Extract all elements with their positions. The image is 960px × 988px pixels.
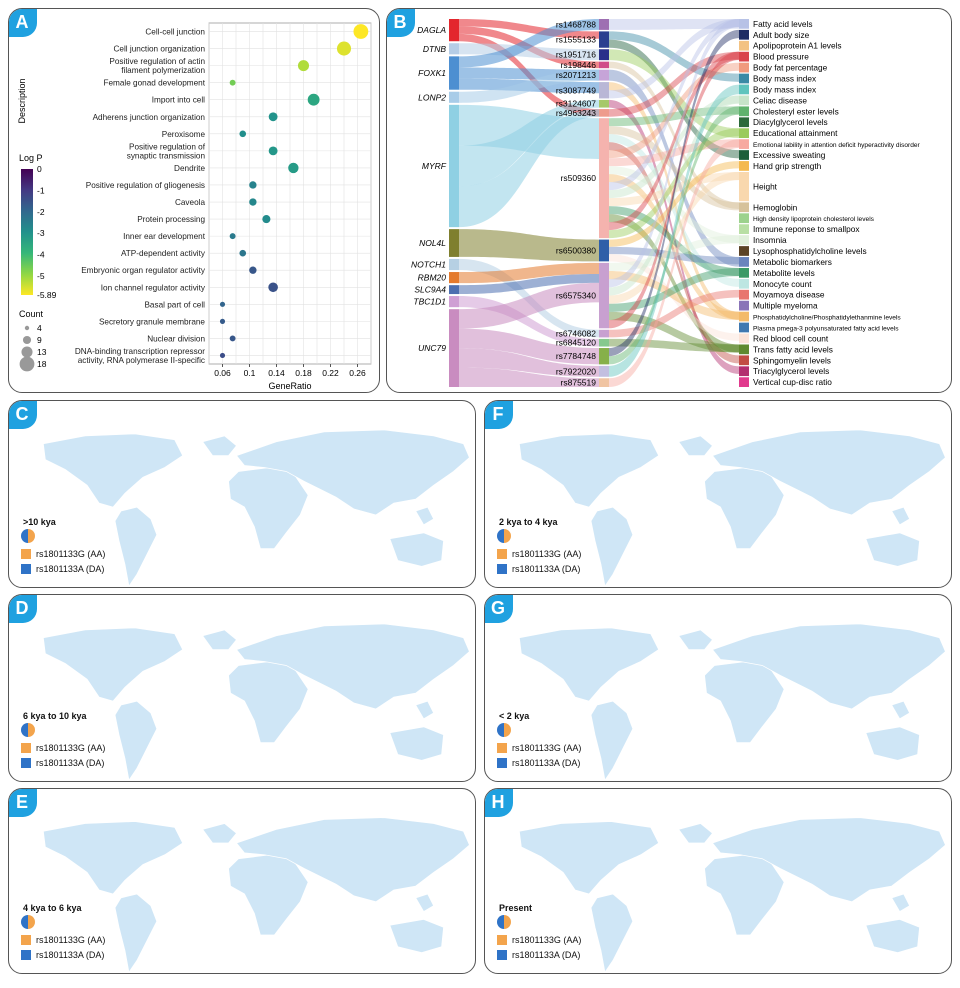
category-label: Embryonic organ regulator activity — [81, 266, 205, 276]
pie-legend-icon — [21, 529, 35, 543]
y-axis-title: Description — [17, 78, 27, 124]
panel-d-label: D — [8, 594, 37, 623]
aa-swatch — [497, 743, 507, 753]
continent — [43, 628, 182, 701]
snp-label: rs6575340 — [555, 290, 596, 301]
snp-label: rs3124607 — [555, 98, 596, 109]
era-label: 2 kya to 4 kya — [499, 517, 558, 527]
continent — [892, 894, 910, 912]
x-tick-label: 0.18 — [295, 368, 312, 378]
legend-aa: rs1801133G (AA) — [512, 934, 582, 945]
data-point — [353, 24, 368, 39]
continent — [866, 533, 920, 567]
gene-label: NOL4L — [419, 238, 446, 249]
aa-swatch — [21, 935, 31, 945]
pie-legend-icon — [497, 529, 511, 543]
snp-node — [599, 100, 609, 108]
color-tick-label: -1 — [37, 185, 45, 196]
snp-node — [599, 263, 609, 328]
category-label: Cell junction organization — [113, 44, 205, 54]
category-label: Peroxisome — [161, 129, 205, 139]
data-point — [220, 302, 225, 307]
trait-label: Red blood cell count — [753, 333, 829, 344]
trait-label: Emotional lability in attention deficit hyperactivity disorder — [753, 142, 920, 150]
trait-node — [739, 366, 749, 376]
trait-node — [739, 172, 749, 201]
data-point — [298, 60, 309, 71]
data-point — [230, 335, 236, 341]
color-tick-label: -5 — [37, 270, 45, 281]
category-label: DNA-binding transcription repressor — [74, 346, 205, 356]
gene-node — [449, 92, 459, 103]
trait-label: Body mass index — [753, 84, 817, 95]
map-land — [43, 818, 469, 973]
snp-label: rs7784748 — [555, 351, 596, 362]
snp-node — [599, 70, 609, 81]
trait-label: Hemoglobin — [753, 202, 798, 213]
gene-label: LONP2 — [418, 92, 446, 103]
gene-label: DTNB — [422, 43, 446, 54]
map-legend — [21, 915, 105, 962]
gene-label: DAGLA — [417, 25, 446, 36]
gene-node — [449, 285, 459, 294]
era-label: 6 kya to 10 kya — [23, 711, 87, 721]
color-tick-label: -4 — [37, 249, 45, 260]
size-tick-label: 9 — [37, 335, 42, 345]
legend-da: rs1801133A (DA) — [36, 949, 105, 960]
trait-node — [739, 224, 749, 234]
size-legend-dot — [23, 336, 31, 344]
trait-label: Immune reponse to smallpox — [753, 224, 860, 235]
snp-node — [599, 330, 609, 338]
gene-label: TBC1D1 — [413, 296, 446, 307]
data-point — [249, 198, 256, 205]
size-legend-dot — [20, 357, 35, 372]
continent — [705, 660, 785, 743]
da-swatch — [497, 950, 507, 960]
data-point — [268, 282, 278, 292]
trait-node — [739, 63, 749, 73]
continent — [866, 727, 920, 761]
era-label: < 2 kya — [499, 711, 530, 721]
continent — [115, 507, 157, 586]
panel-h-label: H — [484, 788, 513, 817]
continent — [203, 436, 237, 456]
snp-node — [599, 49, 609, 60]
trait-node — [739, 106, 749, 116]
trait-label: Metabolic biomarkers — [753, 256, 832, 267]
panel-g-label: G — [484, 594, 513, 623]
map-legend — [21, 529, 105, 576]
panel-b-label: B — [386, 8, 415, 37]
trait-label: Celiac disease — [753, 95, 807, 106]
trait-node — [739, 355, 749, 365]
trait-label: Multiple myeloma — [753, 300, 818, 311]
data-point — [269, 146, 278, 155]
continent — [416, 894, 434, 912]
category-label: Inner ear development — [123, 232, 205, 242]
trait-node — [739, 312, 749, 322]
legend-aa: rs1801133G (AA) — [36, 742, 106, 753]
snp-label: rs1951716 — [555, 49, 596, 60]
da-swatch — [21, 564, 31, 574]
data-point — [230, 80, 236, 86]
legend-aa: rs1801133G (AA) — [512, 742, 582, 753]
panel-f-label: F — [484, 400, 513, 429]
trait-label: Trans fatty acid levels — [753, 344, 833, 355]
trait-node — [739, 268, 749, 278]
color-tick-label: -2 — [37, 206, 45, 217]
snp-label: rs7922020 — [555, 366, 596, 377]
gene-label: FOXK1 — [418, 68, 446, 79]
gene-node — [449, 19, 459, 41]
category-label: Protein processing — [137, 215, 205, 225]
trait-node — [739, 344, 749, 354]
panel-e — [8, 788, 476, 974]
size-tick-label: 18 — [37, 359, 47, 369]
snp-node — [599, 82, 609, 98]
snp-label: rs875519 — [560, 377, 596, 388]
panel-c — [8, 400, 476, 588]
category-label: Female gonad development — [103, 78, 205, 88]
map-legend — [21, 723, 105, 770]
trait-label: Blood pressure — [753, 51, 809, 62]
legend-aa: rs1801133G (AA) — [36, 934, 106, 945]
snp-label: rs1468788 — [555, 19, 596, 30]
legend-da: rs1801133A (DA) — [36, 757, 105, 768]
aa-swatch — [497, 549, 507, 559]
continent — [43, 822, 182, 894]
trait-label: Height — [753, 181, 777, 192]
pie-legend-icon — [497, 915, 511, 929]
trait-node — [739, 290, 749, 300]
gene-node — [449, 272, 459, 283]
map-legend — [497, 529, 581, 576]
trait-node — [739, 213, 749, 223]
panel-h — [484, 788, 952, 974]
continent — [203, 630, 237, 650]
color-tick-label: 0 — [37, 164, 42, 174]
x-tick-label: 0.26 — [349, 368, 366, 378]
trait-node — [739, 235, 749, 245]
continent — [229, 660, 309, 743]
snp-node — [599, 31, 609, 47]
snp-label: rs6746082 — [555, 328, 596, 339]
color-tick-label: -5.89 — [37, 290, 57, 300]
trait-node — [739, 301, 749, 311]
trait-node — [739, 128, 749, 138]
continent — [416, 701, 434, 719]
data-point — [230, 233, 236, 239]
panel-b — [386, 8, 952, 393]
category-label: Positive regulation of actin — [109, 57, 205, 67]
trait-label: Lysophosphatidylcholine levels — [753, 245, 867, 256]
snp-label: rs1555133 — [555, 34, 596, 45]
trait-node — [739, 85, 749, 95]
map-land — [519, 430, 945, 586]
snp-label: rs509360 — [560, 173, 596, 184]
trait-label: High density lipoprotein cholesterol levels — [753, 216, 874, 224]
trait-label: Plasma pmega-3 polyunsaturated fatty acid levels — [753, 325, 899, 333]
continent — [679, 823, 713, 843]
gene-node — [449, 296, 459, 307]
continent — [203, 823, 237, 843]
map-land — [43, 430, 469, 586]
x-tick-label: 0.1 — [243, 368, 256, 378]
data-point — [288, 163, 298, 173]
continent — [591, 701, 633, 780]
snp-node — [599, 339, 609, 347]
era-label: 4 kya to 6 kya — [23, 903, 82, 913]
color-tick-label: -3 — [37, 228, 45, 239]
trait-label: Vertical cup-disc ratio — [753, 377, 832, 388]
trait-node — [739, 30, 749, 40]
continent — [591, 894, 633, 972]
trait-node — [739, 161, 749, 171]
category-label: Basal part of cell — [144, 300, 205, 310]
color-legend-title: Log P — [19, 153, 43, 163]
data-point — [249, 267, 256, 274]
map-land — [519, 818, 945, 973]
trait-label: Insomnia — [753, 235, 787, 246]
continent — [519, 628, 658, 701]
data-point — [262, 215, 270, 223]
x-tick-label: 0.06 — [214, 368, 231, 378]
category-label: synaptic transmission — [126, 151, 205, 161]
category-label: Cell-cell junction — [145, 27, 205, 37]
continent — [416, 507, 434, 525]
continent — [115, 701, 157, 780]
trait-node — [739, 202, 749, 212]
data-point — [239, 250, 246, 257]
category-label: filament polymerization — [121, 66, 205, 76]
category-label: Nuclear division — [147, 334, 205, 344]
snp-node — [599, 62, 609, 69]
trait-node — [739, 150, 749, 160]
snp-node — [599, 378, 609, 387]
trait-label: Body fat percentage — [753, 62, 828, 73]
snp-label: rs4963243 — [555, 107, 596, 118]
snp-node — [599, 118, 609, 238]
snp-node — [599, 348, 609, 364]
gene-label: UNC79 — [418, 343, 446, 354]
continent — [866, 919, 920, 952]
snp-node — [599, 19, 609, 30]
continent — [390, 533, 444, 567]
legend-aa: rs1801133G (AA) — [512, 548, 582, 559]
data-point — [308, 94, 320, 106]
trait-label: Sphingomyelin levels — [753, 355, 831, 366]
snp-label: rs198446 — [560, 59, 596, 70]
size-legend-title: Count — [19, 309, 44, 319]
trait-label: Hand grip strength — [753, 160, 822, 171]
continent — [892, 507, 910, 525]
gene-node — [449, 259, 459, 270]
da-swatch — [497, 758, 507, 768]
snp-node — [599, 240, 609, 262]
go-enrichment-dot-plot — [9, 9, 380, 393]
trait-label: Educational attainment — [753, 128, 838, 139]
map-land — [519, 624, 945, 780]
gene-label: RBM20 — [417, 272, 446, 283]
da-swatch — [21, 758, 31, 768]
category-label: Positive regulation of gliogenesis — [85, 180, 205, 190]
trait-node — [739, 279, 749, 289]
trait-node — [739, 334, 749, 344]
continent — [115, 894, 157, 972]
aa-swatch — [497, 935, 507, 945]
panel-a-label: A — [8, 8, 37, 37]
panel-g — [484, 594, 952, 782]
gene-node — [449, 43, 459, 54]
trait-label: Metabolite levels — [753, 267, 815, 278]
trait-node — [739, 96, 749, 106]
category-label: Dendrite — [174, 163, 205, 173]
continent — [591, 507, 633, 586]
continent — [679, 630, 713, 650]
continent — [705, 466, 785, 549]
x-tick-label: 0.14 — [268, 368, 285, 378]
trait-label: Apolipoprotein A1 levels — [753, 40, 842, 51]
gene-node — [449, 229, 459, 257]
map-legend — [497, 723, 581, 770]
trait-node — [739, 377, 749, 387]
category-label: Secretory granule membrane — [98, 317, 205, 327]
x-axis-title: GeneRatio — [268, 381, 312, 391]
sankey-diagram — [387, 9, 952, 393]
trait-node — [739, 19, 749, 29]
trait-node — [739, 246, 749, 256]
continent — [705, 853, 785, 935]
gene-label: MYRF — [421, 160, 446, 171]
x-tick-label: 0.22 — [322, 368, 339, 378]
category-label: Import into cell — [151, 95, 205, 105]
size-tick-label: 4 — [37, 323, 42, 333]
map-legend — [497, 915, 581, 962]
data-point — [239, 131, 246, 138]
trait-node — [739, 41, 749, 51]
pie-legend-icon — [21, 915, 35, 929]
pie-legend-icon — [21, 723, 35, 737]
legend-da: rs1801133A (DA) — [512, 563, 581, 574]
gene-label: NOTCH1 — [411, 259, 446, 270]
trait-node — [739, 323, 749, 333]
data-point — [269, 112, 278, 121]
trait-node — [739, 52, 749, 62]
data-point — [337, 42, 351, 56]
trait-label: Fatty acid levels — [753, 18, 813, 29]
da-swatch — [21, 950, 31, 960]
category-label: Ion channel regulator activity — [100, 283, 205, 293]
category-label: ATP-dependent activity — [120, 249, 205, 259]
category-label: Caveola — [174, 198, 205, 208]
snp-label: rs2071213 — [555, 70, 596, 81]
category-label: Adherens junction organization — [92, 112, 205, 122]
trait-label: Triacylglycerol levels — [753, 366, 830, 377]
aa-swatch — [21, 743, 31, 753]
panel-f — [484, 400, 952, 588]
category-label: Positive regulation of — [128, 142, 205, 152]
snp-node — [599, 366, 609, 377]
panel-e-label: E — [8, 788, 37, 817]
panel-d — [8, 594, 476, 782]
trait-label: Adult body size — [753, 29, 810, 40]
legend-aa: rs1801133G (AA) — [36, 548, 106, 559]
map-land — [43, 624, 469, 780]
continent — [519, 822, 658, 894]
continent — [390, 727, 444, 761]
gene-label: SLC9A4 — [414, 284, 446, 295]
size-legend-dot — [25, 326, 29, 330]
snp-label: rs3087749 — [555, 85, 596, 96]
snp-label: rs6845120 — [555, 337, 596, 348]
color-bar — [21, 169, 33, 295]
data-point — [220, 353, 225, 358]
legend-da: rs1801133A (DA) — [36, 563, 105, 574]
trait-label: Cholesteryl ester levels — [753, 106, 839, 117]
trait-label: Monocyte count — [753, 278, 812, 289]
gene-node — [449, 309, 459, 387]
data-point — [220, 319, 225, 324]
snp-node — [599, 109, 609, 117]
category-label: activity, RNA polymerase II-specific — [77, 355, 205, 365]
data-point — [249, 181, 256, 188]
aa-swatch — [21, 549, 31, 559]
trait-node — [739, 139, 749, 149]
legend-da: rs1801133A (DA) — [512, 757, 581, 768]
gene-node — [449, 105, 459, 227]
gene-node — [449, 56, 459, 89]
trait-label: Moyamoya disease — [753, 289, 825, 300]
continent — [229, 466, 309, 549]
panel-c-label: C — [8, 400, 37, 429]
legend-da: rs1801133A (DA) — [512, 949, 581, 960]
continent — [390, 919, 444, 952]
era-label: >10 kya — [23, 517, 56, 527]
continent — [43, 434, 182, 507]
size-legend-dot — [21, 346, 32, 357]
continent — [679, 436, 713, 456]
trait-label: Diacylglycerol levels — [753, 117, 828, 128]
continent — [229, 853, 309, 935]
era-label: Present — [499, 903, 533, 913]
continent — [519, 434, 658, 507]
trait-label: Phosphatidylcholine/Phosphatidylethanmine levels — [753, 314, 901, 322]
size-tick-label: 13 — [37, 347, 47, 357]
trait-label: Body mass index — [753, 73, 817, 84]
trait-node — [739, 257, 749, 267]
trait-label: Excessive sweating — [753, 150, 826, 161]
da-swatch — [497, 564, 507, 574]
continent — [892, 701, 910, 719]
snp-label: rs6500380 — [555, 245, 596, 256]
trait-node — [739, 117, 749, 127]
trait-node — [739, 74, 749, 84]
panel-a — [8, 8, 380, 393]
pie-legend-icon — [497, 723, 511, 737]
